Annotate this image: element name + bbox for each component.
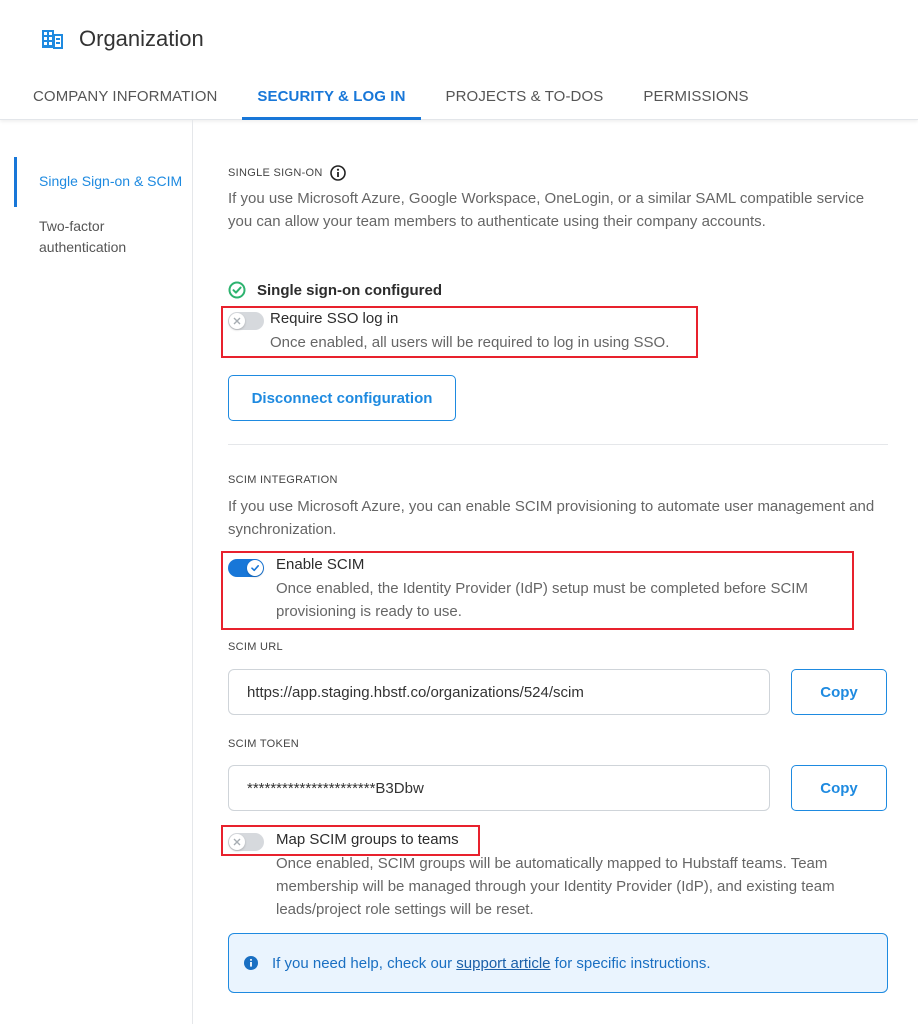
check-circle-icon	[228, 281, 246, 299]
x-icon	[233, 838, 241, 846]
scim-description: If you use Microsoft Azure, you can enable SCIM provisioning to automate user management and synchronization.	[228, 498, 875, 538]
enable-scim-toggle[interactable]	[228, 559, 264, 577]
info-icon	[244, 956, 258, 970]
require-sso-title: Require SSO log in	[270, 310, 399, 327]
scim-url-value: https://app.staging.hbstf.co/organizations/524/scim	[247, 683, 584, 701]
x-icon	[233, 317, 241, 325]
require-sso-toggle[interactable]	[228, 312, 264, 330]
copy-url-button[interactable]: Copy	[791, 669, 887, 715]
info-icon[interactable]	[330, 165, 346, 181]
toggle-knob	[229, 834, 245, 850]
map-scim-groups-toggle[interactable]	[228, 833, 264, 851]
settings-sidebar	[0, 120, 193, 1024]
scim-section-label: SCIM INTEGRATION	[228, 474, 338, 486]
section-divider	[228, 444, 888, 445]
sidebar-item-sso-scim[interactable]: Single Sign-on & SCIM	[0, 171, 192, 192]
help-prefix: If you need help, check our	[272, 954, 457, 972]
copy-token-button[interactable]: Copy	[791, 765, 887, 811]
sso-configured-text: Single sign-on configured	[257, 281, 442, 299]
toggle-knob	[229, 313, 245, 329]
disconnect-configuration-button[interactable]: Disconnect configuration	[228, 375, 456, 421]
sso-description: If you use Microsoft Azure, Google Workspace, OneLogin, or a similar SAML compatible service you can allow your team members to authenticate using their company accounts.	[228, 190, 865, 230]
page-title: Organization	[79, 26, 204, 51]
map-scim-groups-title: Map SCIM groups to teams	[276, 831, 459, 848]
tab-bar	[18, 78, 774, 120]
sso-section-label	[228, 165, 346, 181]
tab-projects-todos[interactable]: PROJECTS & TO-DOS	[445, 88, 604, 105]
page-title-row	[40, 26, 204, 52]
toggle-knob	[247, 560, 263, 576]
tab-security-log-in[interactable]: SECURITY & LOG IN	[242, 78, 420, 120]
help-text	[272, 955, 711, 972]
check-icon	[250, 563, 260, 573]
building-icon	[40, 27, 64, 51]
sso-section-title: SINGLE SIGN-ON	[228, 166, 323, 179]
sidebar-item-two-factor[interactable]: Two-factor authentication	[39, 218, 127, 255]
tab-permissions[interactable]: PERMISSIONS	[643, 88, 749, 105]
tab-company-information[interactable]: COMPANY INFORMATION	[33, 88, 218, 105]
enable-scim-description: Once enabled, the Identity Provider (IdP) setup must be completed before SCIM provisioning is ready to use.	[276, 580, 808, 620]
help-suffix: for specific instructions.	[550, 954, 711, 972]
require-sso-description: Once enabled, all users will be required to log in using SSO.	[270, 334, 670, 351]
map-scim-groups-description: Once enabled, SCIM groups will be automatically mapped to Hubstaff teams. Team membership will be managed through your Identity Provider (IdP), and existing team leads/project role settings will be reset.	[276, 855, 835, 918]
scim-url-field[interactable]	[228, 669, 770, 715]
enable-scim-title: Enable SCIM	[276, 556, 365, 573]
support-article-link[interactable]: support article	[456, 954, 551, 972]
page-header	[0, 0, 918, 120]
scim-token-label: SCIM TOKEN	[228, 738, 300, 750]
scim-token-field[interactable]	[228, 765, 770, 811]
scim-token-value: **********************B3Dbw	[247, 779, 424, 797]
help-callout	[228, 933, 888, 993]
scim-url-label: SCIM URL	[228, 641, 283, 653]
sso-configured-status	[228, 281, 442, 299]
